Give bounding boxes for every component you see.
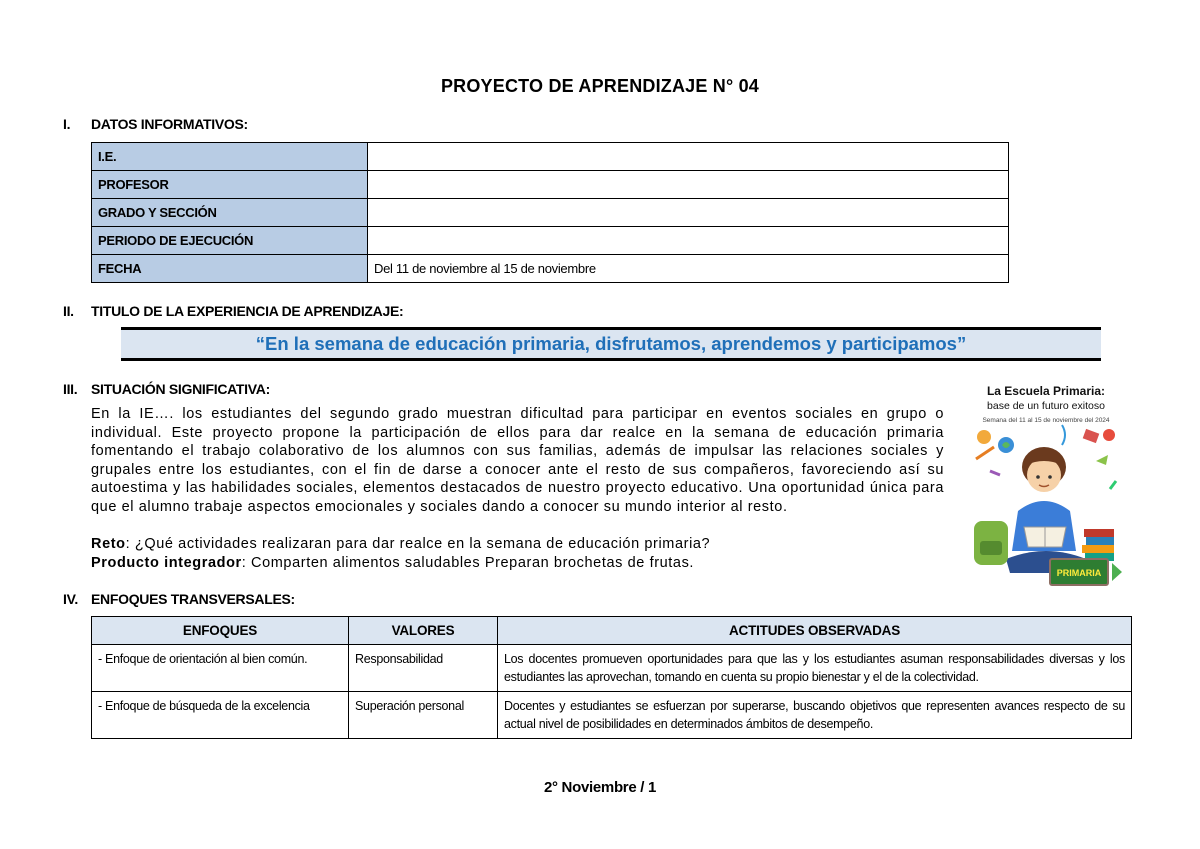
column-header: VALORES xyxy=(349,617,498,645)
table-row xyxy=(92,143,1009,171)
producto-label: Producto integrador xyxy=(91,554,242,571)
primaria-badge-text: PRIMARIA xyxy=(1056,568,1102,578)
poster-illustration xyxy=(966,381,1126,595)
reto-label: Reto xyxy=(91,536,126,552)
info-label: I.E. xyxy=(92,143,368,171)
table-row xyxy=(92,199,1009,227)
enfoques-table xyxy=(91,616,1132,739)
info-table xyxy=(91,142,1009,283)
apple-icon xyxy=(1103,429,1115,441)
experience-title-band xyxy=(121,327,1101,361)
section-number: III. xyxy=(63,381,78,397)
info-value xyxy=(368,171,1009,199)
producto-line xyxy=(91,554,944,573)
actitud-cell: Los docentes promueven oportunidades para que las y los estudiantes asuman responsabilidades diversas y los estudiantes las aprovechan, tomando en cuenta su propio bienestar y el de la colectividad. xyxy=(498,645,1132,692)
valor-cell: Responsabilidad xyxy=(349,645,498,692)
section-number: IV. xyxy=(63,591,78,607)
producto-text: : Comparten alimentos saludables Preparan brochetas de frutas. xyxy=(241,554,695,571)
section-title: DATOS INFORMATIVOS: xyxy=(91,116,248,132)
column-header: ACTITUDES OBSERVADAS xyxy=(498,617,1132,645)
experience-title: “En la semana de educación primaria, disfrutamos, aprendemos y participamos” xyxy=(255,333,967,354)
section-heading-enfoques xyxy=(63,591,295,607)
section-heading-situacion xyxy=(63,381,270,397)
section-title: ENFOQUES TRANSVERSALES: xyxy=(91,591,295,607)
valor-cell: Superación personal xyxy=(349,692,498,739)
poster-dates: Semana del 11 al 15 de noviembre del 2024 xyxy=(982,417,1110,424)
info-value: Del 11 de noviembre al 15 de noviembre xyxy=(368,255,1009,283)
primaria-poster xyxy=(966,381,1126,595)
section-title: SITUACIÓN SIGNIFICATIVA: xyxy=(91,381,270,397)
column-header: ENFOQUES xyxy=(92,617,349,645)
section-number: II. xyxy=(63,303,74,319)
table-row xyxy=(92,171,1009,199)
section-heading-datos xyxy=(63,116,248,132)
info-value xyxy=(368,199,1009,227)
table-row xyxy=(92,255,1009,283)
section-title: TITULO DE LA EXPERIENCIA DE APRENDIZAJE: xyxy=(91,303,404,319)
info-label: FECHA xyxy=(92,255,368,283)
reto-line xyxy=(91,535,944,554)
table-row xyxy=(92,645,1132,692)
page-footer: 2° Noviembre / 1 xyxy=(543,779,657,796)
info-label: PROFESOR xyxy=(92,171,368,199)
info-value xyxy=(368,227,1009,255)
situation-paragraph: En la IE…. los estudiantes del segundo grado muestran dificultad para participar en eventos sociales en grupo o individual. Este proyecto propone la participación de ellos para dar realce en la semana de educación primaria fomentando el trabajo colaborativo de los alumnos con sus familias, además de impulsar las relaciones sociales y grupales entre los estudiantes, con el fin de darse a conocer ante el resto de sus compañeros, favoreciendo así su autoestima y las habilidades sociales, elementos destacados de nuestro proyecto educativo. Una oportunidad única para que el alumno trabaje aspectos emocionales y sociales dando a conocer su mundo interior al resto. xyxy=(91,406,944,515)
actitud-cell: Docentes y estudiantes se esfuerzan por superarse, buscando objetivos que representen avances respecto de su actual nivel de posibilidades en determinados ámbitos de desempeño. xyxy=(498,692,1132,739)
enfoque-cell: - Enfoque de orientación al bien común. xyxy=(92,645,349,692)
poster-subtitle: base de un futuro exitoso xyxy=(987,400,1105,412)
enfoque-cell: - Enfoque de búsqueda de la excelencia xyxy=(92,692,349,739)
table-row xyxy=(92,692,1132,739)
info-label: GRADO Y SECCIÓN xyxy=(92,199,368,227)
poster-title: La Escuela Primaria: xyxy=(986,384,1106,398)
reto-text: : ¿Qué actividades realizaran para dar realce en la semana de educación primaria? xyxy=(125,536,711,552)
table-header-row xyxy=(92,617,1132,645)
document-title: PROYECTO DE APRENDIZAJE N° 04 xyxy=(440,76,760,96)
info-value xyxy=(368,143,1009,171)
section-number: I. xyxy=(63,116,71,132)
table-row xyxy=(92,227,1009,255)
section-heading-titulo xyxy=(63,303,403,319)
paint-palette-icon xyxy=(977,430,991,444)
books-stack-icon xyxy=(1084,529,1114,537)
info-label: PERIODO DE EJECUCIÓN xyxy=(92,227,368,255)
situation-details xyxy=(91,535,944,572)
